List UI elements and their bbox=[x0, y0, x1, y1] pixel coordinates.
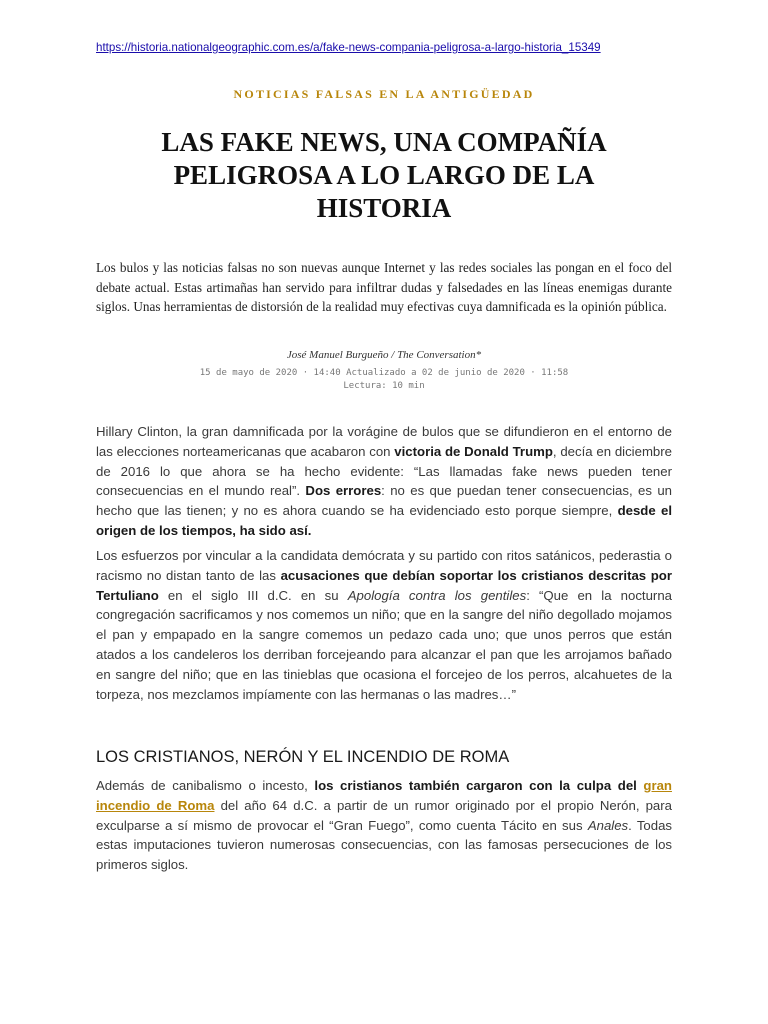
article-byline: José Manuel Burgueño / The Conversation* bbox=[286, 349, 482, 361]
paragraph-2-text-3: : “Que en la nocturna congregación sacrificamos y nos comemos un niño; que en la sangre del niño degollado mojamos el pan y empapado en la sangre comemos un pedazo cada uno; que unos perros que están atados a los candeleros los derriban forcejeando para alcanzar el pan que les arrojamos bañado en sangre del niño; que en las tinieblas que ocasiona el forcejeo de los perros, alcahuetes de la torpeza, nos mezclamos impíamente con las hermanas o las madres…” bbox=[96, 587, 672, 702]
article-lead: Los bulos y las noticias falsas no son nuevas aunque Internet y las redes sociales las pongan en el foco del debate actual. Estas artimañas han servido para infiltrar dudas y falsedades en las líneas enemigas durante siglos. Unas herramientas de distorsión de la realidad muy efectivas cuya damnificada es la opinión pública. bbox=[96, 260, 672, 314]
section-heading: LOS CRISTIANOS, NERÓN Y EL INCENDIO DE ROMA bbox=[96, 748, 510, 766]
paragraph-1-text-3: : no es que puedan tener consecuencias, es un hecho que las tienen; y no es ahora cuando se ha evidenciado esto porque siempre, bbox=[96, 483, 672, 519]
paragraph-3-italic-1: Anales bbox=[587, 817, 629, 833]
paragraph-2-text-2: en el siglo III d.C. en su bbox=[158, 587, 348, 603]
paragraph-3-text-3: . Todas estas imputaciones tuvieron numerosas consecuencias, con las famosas persecuciones de los primeros siglos. bbox=[96, 817, 673, 873]
article-kicker: NOTICIAS FALSAS EN LA ANTIGÜEDAD bbox=[233, 87, 535, 101]
article-dates: 15 de mayo de 2020 · 14:40 Actualizado a 02 de junio de 2020 · 11:58 bbox=[199, 368, 569, 378]
paragraph-1-text-2: , decía en diciembre de 2016 lo que ahora se ha hecho evidente: “Las llamadas fake news pueden tener consecuencias en el mundo real”. bbox=[96, 443, 672, 499]
paragraph-2-bold-1: acusaciones que debían soportar los cristianos descritas por Tertuliano bbox=[96, 567, 672, 603]
paragraph-1-bold-2: Dos errores bbox=[305, 483, 382, 499]
paragraph-3-text-1: Además de canibalismo o incesto, bbox=[96, 778, 315, 793]
paragraph-3-text-2: del año 64 d.C. a partir de un rumor originado por el propio Nerón, para exculparse a sí mismo de provocar el “Gran Fuego”, como cuenta Tácito en sus bbox=[96, 797, 672, 833]
paragraph-1-bold-3: desde el origen de los tiempos, ha sido así. bbox=[96, 503, 672, 538]
reading-time: Lectura: 10 min bbox=[343, 381, 425, 391]
paragraph-3-bold-1: los cristianos también cargaron con la culpa del bbox=[314, 778, 644, 793]
paragraph-2-text-1: Los esfuerzos por vincular a la candidata demócrata y su partido con ritos satánicos, pederastia o racismo no distan tanto de las bbox=[96, 548, 672, 583]
source-url-link[interactable]: https://historia.nationalgeographic.com.es/a/fake-news-compania-peligrosa-a-largo-historia_15349 bbox=[96, 41, 601, 54]
paragraph-2-italic-1: Apología contra los gentiles bbox=[347, 587, 527, 603]
paragraph-3 bbox=[96, 776, 672, 875]
paragraph-1 bbox=[96, 422, 672, 541]
article-headline: LAS FAKE NEWS, UNA COMPAÑÍA PELIGROSA A LO LARGO DE LA HISTORIA bbox=[161, 127, 607, 223]
paragraph-1-text-1: Hillary Clinton, la gran damnificada por la vorágine de bulos que se difundieron en el entorno de las elecciones norteamericanas que acabaron con bbox=[96, 424, 672, 459]
paragraph-2 bbox=[96, 546, 672, 704]
gran-incendio-link[interactable]: gran incendio de Roma bbox=[96, 778, 672, 813]
paragraph-1-bold-1: victoria de Donald Trump bbox=[394, 443, 553, 459]
